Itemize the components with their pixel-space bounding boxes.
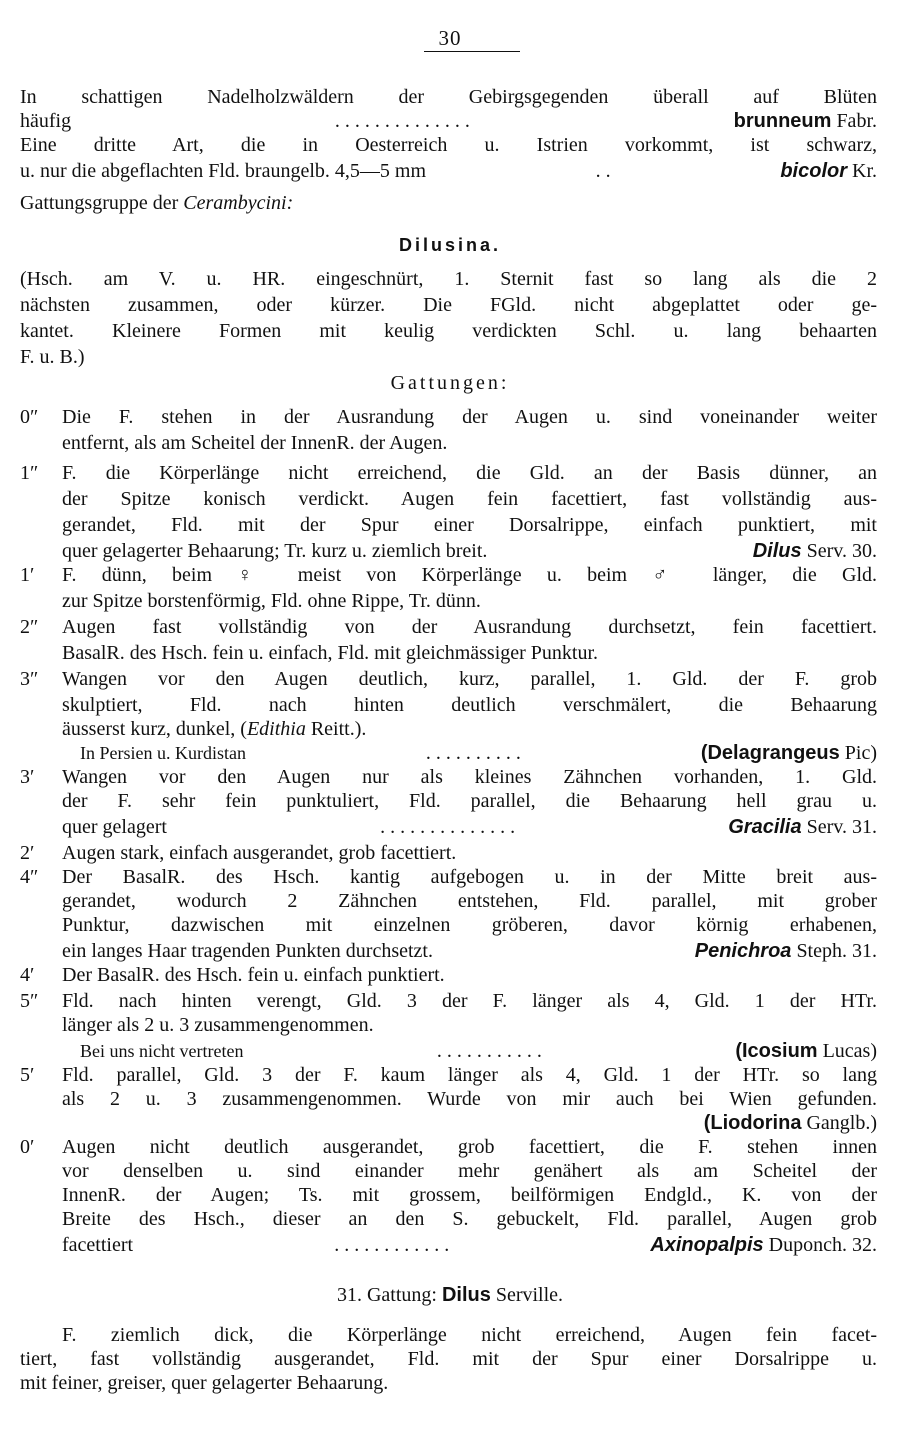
key-line: länger als 2 u. 3 zusammengenommen. — [62, 1014, 374, 1036]
author-ref: Lucas) — [822, 1040, 877, 1062]
group-label: Gattungsgruppe der — [20, 192, 179, 214]
key-line: Augen fast vollständig von der Ausrandung durchsetzt, fein facettiert. — [62, 616, 877, 638]
dilusina-line-2: nächsten zusammen, oder kürzer. Die FGld. nicht abgeplattet oder ge- — [20, 294, 877, 316]
key-number: 2′ — [20, 842, 35, 864]
genus-heading-number: 31. Gattung: — [336, 1284, 437, 1306]
leader-dots: . . . . . . . . . . . . . . — [334, 110, 470, 132]
key-line: Wangen vor den Augen nur als kleines Zähnchen vorhanden, 1. Gld. — [62, 766, 877, 788]
key-line-text: ein langes Haar tragenden Punkten durchsetzt. — [62, 940, 433, 962]
key-line: skulptiert, Fld. nach hinten deutlich verschmälert, die Behaarung — [62, 694, 877, 716]
key-line-text: quer gelagerter Behaarung; Tr. kurz u. ziemlich breit. — [62, 540, 488, 562]
genus-penichroa: Penichroa — [694, 940, 792, 962]
intro-line-5 — [20, 190, 877, 216]
author-fabr: Fabr. — [836, 110, 877, 132]
key-number: 5′ — [20, 1064, 35, 1086]
genus-axinopalpis: Axinopalpis — [650, 1234, 764, 1256]
key-number: 1′ — [20, 564, 35, 586]
key-number: 0′ — [20, 1136, 35, 1158]
key-number: 1″ — [20, 462, 39, 484]
leader-dots: . . — [595, 160, 611, 182]
author-ref: Serv. 30. — [806, 540, 877, 562]
key-line: Punktur, dazwischen mit einzelnen gröberen, davor körnig erhabenen, — [62, 914, 877, 936]
dilus-line-3: mit feiner, greiser, quer gelagerter Behaarung. — [20, 1372, 389, 1394]
genus-heading — [0, 1282, 900, 1308]
key-line: gerandet, Fld. mit der Spur einer Dorsalrippe, einfach punktiert, mit — [62, 514, 877, 536]
key-line: als 2 u. 3 zusammengenommen. Wurde von mir auch bei Wien gefunden. — [62, 1088, 877, 1110]
genus-heading-name: Dilus — [441, 1284, 491, 1306]
key-line: F. dünn, beim ♀ meist von Körperlänge u. beim ♂ länger, die Gld. — [62, 564, 877, 586]
key-line — [62, 1232, 877, 1258]
author-ref: Duponch. 32. — [768, 1234, 877, 1256]
genus-delagrangeus: (Delagrangeus — [700, 742, 840, 764]
genus-liodorina: (Liodorina — [703, 1112, 802, 1134]
dilus-line-1: F. ziemlich dick, die Körperlänge nicht erreichend, Augen fein facet- — [62, 1324, 877, 1346]
dilus-line-2: tiert, fast vollständig ausgerandet, Fld. mit der Spur einer Dorsalrippe u. — [20, 1348, 877, 1370]
leader-dots: . . . . . . . . . . . . . . — [380, 816, 516, 838]
key-number: 0″ — [20, 406, 39, 428]
key-line — [62, 814, 877, 840]
dilusina-line-3: kantet. Kleinere Formen mit keulig verdickten Schl. u. lang behaarten — [20, 320, 877, 342]
key-line: Die F. stehen in der Ausrandung der Augen u. sind voneinander weiter — [62, 406, 877, 428]
key-number: 2″ — [20, 616, 39, 638]
key-line: Der BasalR. des Hsch. kantig aufgebogen u. in der Mitte breit aus- — [62, 866, 877, 888]
distribution-note: Bei uns nicht vertreten — [80, 1041, 244, 1061]
leader-dots: . . . . . . . . . . . — [436, 1040, 542, 1062]
key-line — [62, 716, 877, 742]
key-number: 3″ — [20, 668, 39, 690]
key-line: Breite des Hsch., dieser an den S. gebuckelt, Fld. parallel, Augen grob — [62, 1208, 877, 1230]
leader-dots: . . . . . . . . . . — [425, 742, 521, 764]
page-number-rule — [424, 51, 520, 52]
key-line: Augen nicht deutlich ausgerandet, grob facettiert, die F. stehen innen — [62, 1136, 877, 1158]
species-bicolor: bicolor — [780, 160, 847, 182]
intro-line-2 — [20, 108, 877, 134]
author-kr: Kr. — [852, 160, 877, 182]
key-line: der Spitze konisch verdickt. Augen fein facettiert, fast vollständig aus- — [62, 488, 877, 510]
author-ref: Pic) — [844, 742, 877, 764]
section-heading-dilusina: Dilusina. — [398, 235, 501, 255]
key-line — [62, 1110, 877, 1136]
key-line: der F. sehr fein punktuliert, Fld. parallel, die Behaarung hell grau u. — [62, 790, 877, 812]
author-ref: Reitt.). — [310, 718, 367, 740]
key-line: Wangen vor den Augen deutlich, kurz, parallel, 1. Gld. der F. grob — [62, 668, 877, 690]
species-brunneum: brunneum — [733, 110, 832, 132]
subgenus-edithia: Edithia — [246, 718, 306, 740]
key-line: Fld. parallel, Gld. 3 der F. kaum länger als 4, Gld. 1 der HTr. so lang — [62, 1064, 877, 1086]
key-line-text: facettiert — [62, 1234, 134, 1256]
key-number: 5″ — [20, 990, 39, 1012]
key-line: Fld. nach hinten verengt, Gld. 3 der F. länger als 4, Gld. 1 der HTr. — [62, 990, 877, 1012]
key-line — [62, 538, 877, 564]
key-line — [80, 1038, 877, 1064]
key-line — [80, 740, 877, 766]
group-cerambycini: Cerambycini: — [183, 192, 294, 214]
intro-line-1: In schattigen Nadelholzwäldern der Gebirgsgegenden überall auf Blüten — [20, 86, 877, 108]
page-number: 30 — [438, 26, 462, 50]
distribution-note: In Persien u. Kurdistan — [80, 743, 246, 763]
key-line: entfernt, als am Scheitel der InnenR. der Augen. — [62, 432, 448, 454]
key-line: InnenR. der Augen; Ts. mit grossem, beilförmigen Endgld., K. von der — [62, 1184, 877, 1206]
leader-dots: . . . . . . . . . . . . — [334, 1234, 450, 1256]
author-ref: Ganglb.) — [806, 1112, 877, 1134]
genus-gracilia: Gracilia — [728, 816, 802, 838]
gattungen-heading: Gattungen: — [390, 372, 510, 394]
genus-dilus: Dilus — [752, 540, 802, 562]
key-number: 4″ — [20, 866, 39, 888]
intro-line-2-text: häufig — [20, 110, 72, 132]
dilusina-line-4: F. u. B.) — [20, 346, 85, 368]
key-line: Augen stark, einfach ausgerandet, grob facettiert. — [62, 842, 457, 864]
key-line: F. die Körperlänge nicht erreichend, die Gld. an der Basis dünner, an — [62, 462, 877, 484]
dilusina-line-1: (Hsch. am V. u. HR. eingeschnürt, 1. Sternit fast so lang als die 2 — [20, 268, 877, 290]
author-ref: Steph. 31. — [796, 940, 877, 962]
key-line-text: quer gelagert — [62, 816, 167, 838]
key-number: 4′ — [20, 964, 35, 986]
author-ref: Serv. 31. — [806, 816, 877, 838]
key-line-text: äusserst kurz, dunkel, ( — [62, 718, 247, 740]
genus-heading-author: Serville. — [495, 1284, 564, 1306]
key-line: Der BasalR. des Hsch. fein u. einfach punktiert. — [62, 964, 445, 986]
intro-line-3: Eine dritte Art, die in Oesterreich u. Istrien vorkommt, ist schwarz, — [20, 134, 877, 156]
key-line: vor denselben u. sind einander mehr genähert als am Scheitel der — [62, 1160, 877, 1182]
intro-line-4 — [20, 158, 877, 184]
key-line: BasalR. des Hsch. fein u. einfach, Fld. mit gleichmässiger Punktur. — [62, 642, 599, 664]
key-line — [62, 938, 877, 964]
key-line: zur Spitze borstenförmig, Fld. ohne Rippe, Tr. dünn. — [62, 590, 481, 612]
genus-icosium: (Icosium — [735, 1040, 818, 1062]
key-line: gerandet, wodurch 2 Zähnchen entstehen, Fld. parallel, mit grober — [62, 890, 877, 912]
intro-line-4-text: u. nur die abgeflachten Fld. braungelb. 4,5—5 mm — [20, 160, 427, 182]
key-number: 3′ — [20, 766, 35, 788]
